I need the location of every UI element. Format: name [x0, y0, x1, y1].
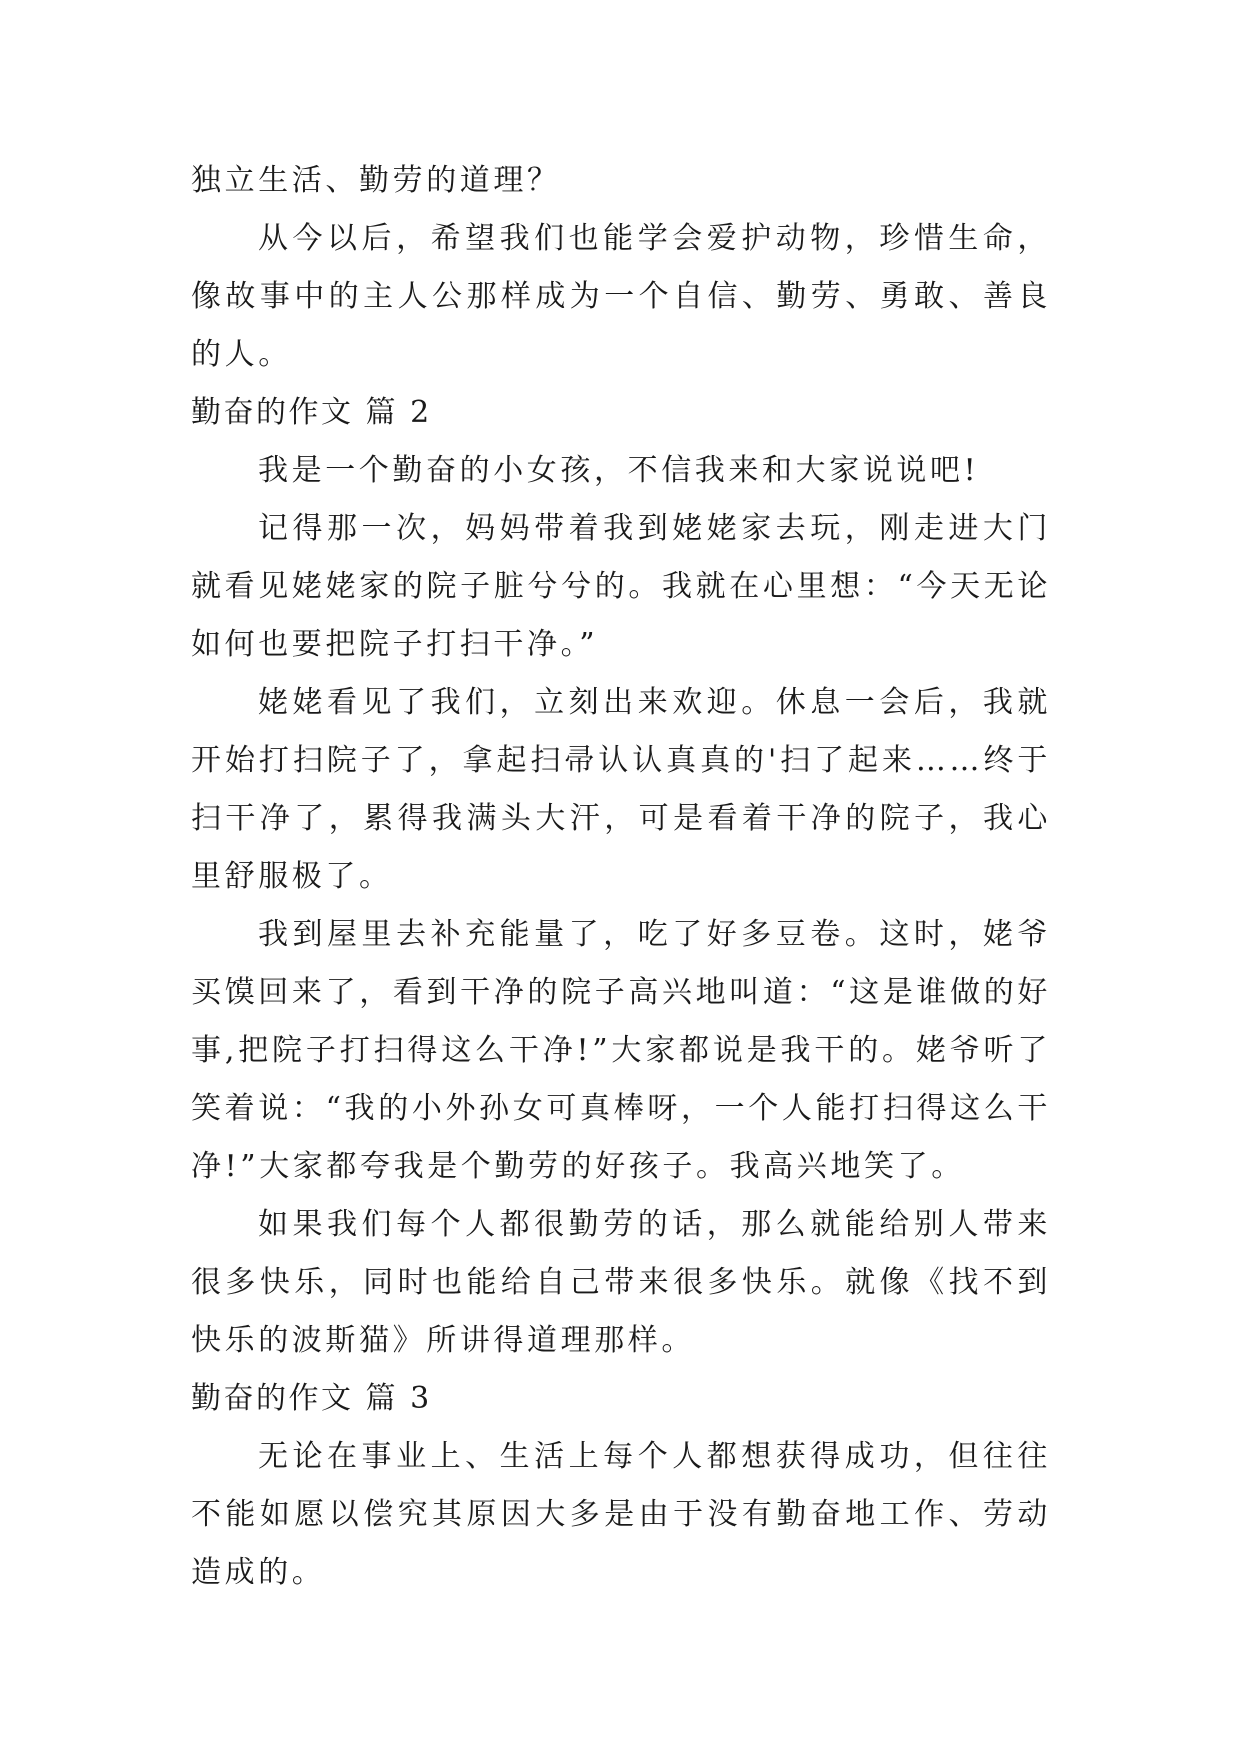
paragraph: 姥姥看见了我们，立刻出来欢迎。休息一会后，我就开始打扫院子了，拿起扫帚认认真真的'扫了起来……终于扫干净了，累得我满头大汗，可是看着干净的院子，我心里舒服极了。 — [191, 685, 1051, 894]
section-heading: 勤奋的作文 篇 2 — [191, 395, 432, 430]
section-heading: 勤奋的作文 篇 3 — [191, 1381, 432, 1416]
paragraph: 独立生活、勤劳的道理？ — [191, 163, 561, 198]
paragraph: 如果我们每个人都很勤劳的话，那么就能给别人带来很多快乐，同时也能给自己带来很多快乐。就像《找不到快乐的波斯猫》所讲得道理那样。 — [191, 1207, 1051, 1358]
paragraph: 从今以后，希望我们也能学会爱护动物，珍惜生命，像故事中的主人公那样成为一个自信、勤劳、勇敢、善良的人。 — [191, 221, 1051, 372]
paragraph: 记得那一次，妈妈带着我到姥姥家去玩，刚走进大门就看见姥姥家的院子脏兮兮的。我就在心里想：“今天无论如何也要把院子打扫干净。” — [191, 511, 1051, 662]
document-body — [191, 152, 1051, 1602]
paragraph: 我到屋里去补充能量了，吃了好多豆卷。这时，姥爷买馍回来了，看到干净的院子高兴地叫道：“这是谁做的好事,把院子打扫得这么干净!”大家都说是我干的。姥爷听了笑着说：“我的小外孙女可真棒呀，一个人能打扫得这么干净!”大家都夸我是个勤劳的好孩子。我高兴地笑了。 — [191, 917, 1051, 1184]
paragraph: 我是一个勤奋的小女孩，不信我来和大家说说吧! — [258, 453, 980, 488]
paragraph: 无论在事业上、生活上每个人都想获得成功，但往往不能如愿以偿究其原因大多是由于没有勤奋地工作、劳动造成的。 — [191, 1439, 1051, 1590]
